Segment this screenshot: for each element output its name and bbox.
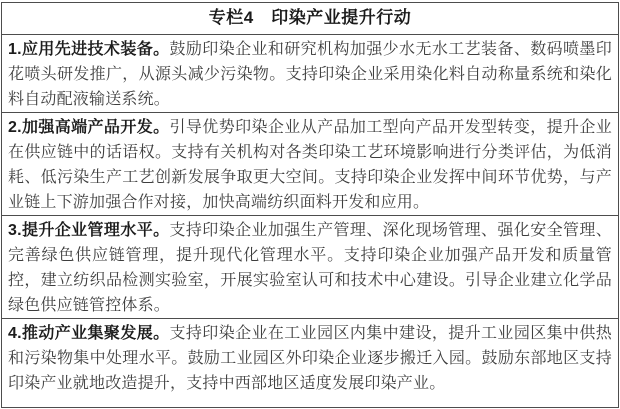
section-2-heading: 2.加强高端产品开发。 [8,119,170,136]
section-4-body: 支持印染企业在工业园区内集中建设，提升工业园区集中供热和污染物集中处理水平。鼓励工业园区外印染企业逐步搬迁入园。鼓励东部地区支持印染产业就地改造提升，支持中西部地区适度发展印染产业。 [8,325,613,392]
callout-box [1,2,619,408]
section-3-body: 支持印染企业加强生产管理、深化现场管理、强化安全管理、完善绿色供应链管理，提升现代化管理水平。支持印染企业加强产品开发和质量管控，建立纺织品检测实验室，开展实验室认可和技术中心建设。引导企业建立化学品绿色供应链管控体系。 [8,222,613,314]
section-4-heading: 4.推动产业集聚发展。 [8,325,170,342]
section-1-body: 鼓励印染企业和研究机构加强少水无水工艺装备、数码喷墨印花喷头研发推广，从源头减少污染物。支持印染企业采用染化料自动称量系统和染化料自动配液输送系统。 [8,41,613,108]
section-1-heading: 1.应用先进技术装备。 [8,41,170,58]
section-2 [2,113,618,216]
section-3-heading: 3.提升企业管理水平。 [8,222,170,239]
section-4 [2,319,618,407]
box-title: 专栏4 印染产业提升行动 [2,3,618,35]
section-2-body: 引导优势印染企业从产品加工型向产品开发型转变，提升企业在供应链中的话语权。支持有关机构对各类印染工艺环境影响进行分类评估，为低消耗、低污染生产工艺创新发展争取更大空间。支持印染企业发挥中间环节优势，与产业链上下游加强合作对接，加快高端纺织面料开发和应用。 [8,119,613,211]
section-1 [2,35,618,113]
section-3 [2,216,618,319]
